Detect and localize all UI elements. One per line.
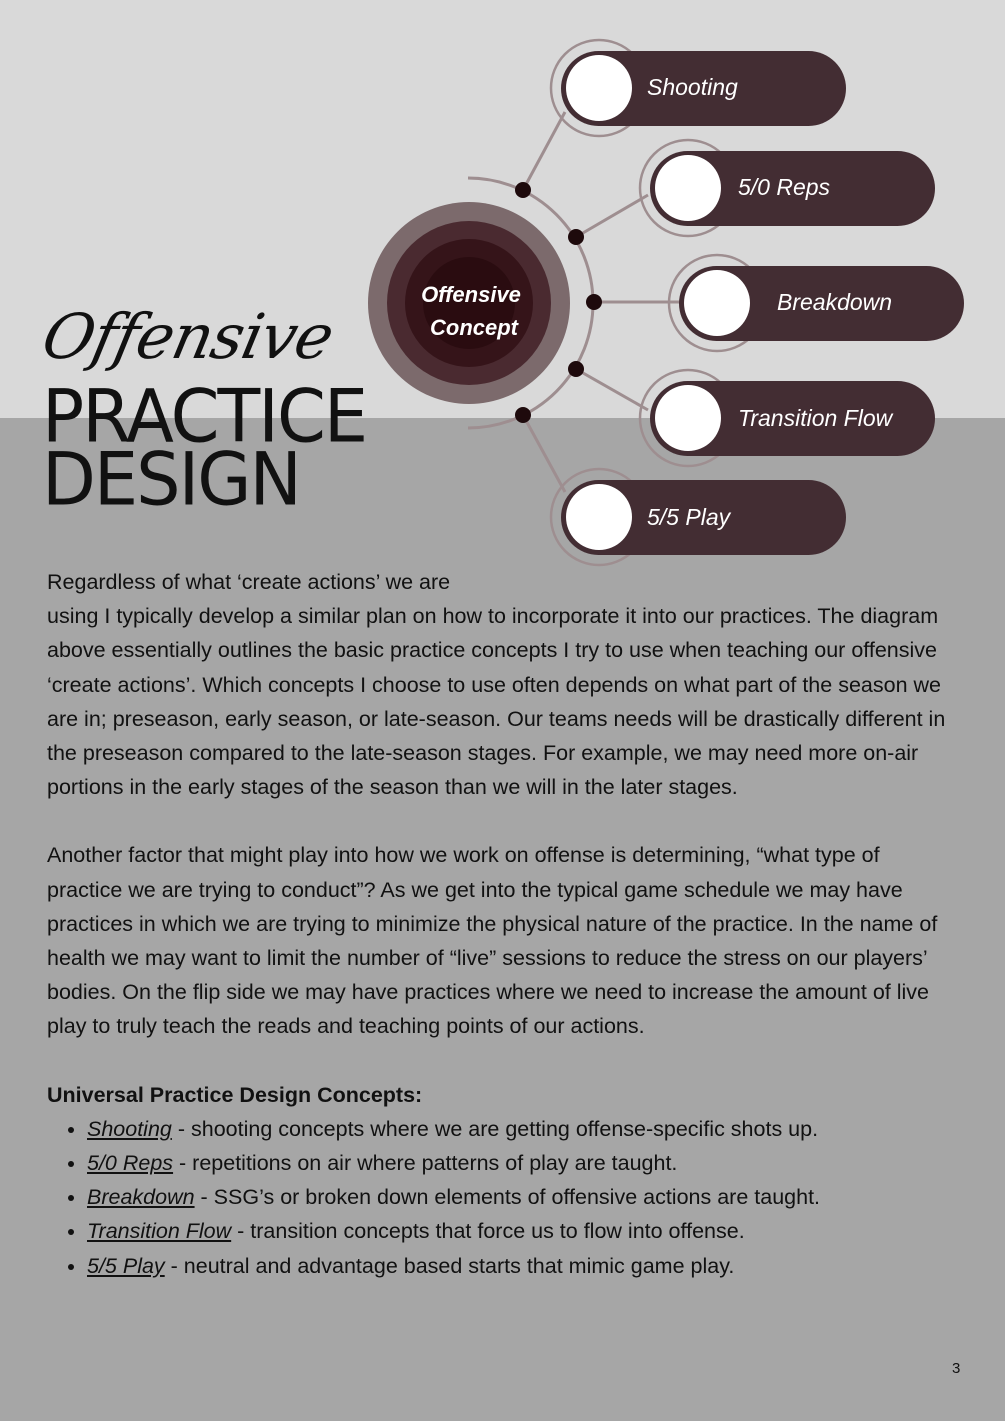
title-line-design: DESIGN [42, 436, 300, 523]
connector-55-play [523, 415, 565, 492]
pill-label-55-play: 5/5 Play [647, 504, 731, 530]
concept-pill-breakdown [669, 255, 964, 351]
concept-pill-transition-flow [640, 370, 935, 466]
paragraph-factor: Another factor that might play into how we work on offense is determining, “what type of practice we are trying to conduct”? As we get into the typical game schedule we may have practices in which we are trying to minimize the physical nature of the practice. In the name of health we may want to limit the number of “live” sessions to reduce the stress on our players’ bodies. On the flip side we may have practices where we need to increase the amount of live play to truly teach the reads and teaching points of our actions. [47, 843, 938, 1039]
pill-label-50-reps: 5/0 Reps [738, 174, 831, 200]
concept-desc: - transition concepts that force us to flow into offense. [231, 1219, 745, 1244]
concept-term-breakdown: Breakdown [87, 1185, 195, 1210]
concept-desc: - repetitions on air where patterns of play are taught. [173, 1151, 678, 1176]
center-label-line2: Concept [430, 315, 518, 340]
connector-dot [515, 407, 531, 423]
connector-transition-flow [576, 369, 648, 410]
paragraph-spacer [47, 1044, 952, 1078]
intro-rest: using I typically develop a similar plan on how to incorporate it into our practices. The diagram above essentially outlines the basic practice concepts I try to use when teaching our offensive ‘create actions’. Which concepts I choose to use often depends on what part of the season we are in; preseason, early season, or late-season. Our teams needs will be drastically different in the preseason compared to the late-season stages. For example, we may need more on-air portions in the early stages of the season than we will in the later stages. [47, 604, 946, 800]
list-item [87, 1249, 952, 1283]
pill-label-transition-flow: Transition Flow [738, 405, 893, 431]
pill-label-breakdown: Breakdown [777, 289, 893, 315]
intro-first-line: Regardless of what ‘create actions’ we are [47, 570, 451, 594]
title-script-offensive: Offensive [36, 300, 340, 373]
center-label-line1: Offensive [421, 282, 521, 307]
pill-label-shooting: Shooting [647, 74, 738, 100]
connector-dot [515, 182, 531, 198]
title-line-practice: PRACTICE [42, 373, 367, 460]
concept-pill-55-play [551, 469, 846, 565]
paragraph-intro [47, 565, 952, 804]
connector-dot [568, 361, 584, 377]
paragraph-spacer [47, 804, 952, 838]
concept-term-50-reps: 5/0 Reps [87, 1151, 174, 1176]
concept-term-transition-flow: Transition Flow [87, 1219, 232, 1244]
list-item [87, 1112, 952, 1146]
list-item [87, 1214, 952, 1248]
page-title [42, 373, 422, 523]
connector-dot [586, 294, 602, 310]
concept-term-55-play: 5/5 Play [87, 1253, 165, 1278]
connector-shooting [523, 112, 565, 190]
concept-desc: - SSG’s or broken down elements of offensive actions are taught. [194, 1185, 821, 1210]
concepts-heading: Universal Practice Design Concepts: [47, 1082, 423, 1107]
concepts-list [47, 1112, 952, 1283]
page-number: 3 [952, 1360, 961, 1377]
connector-50-reps [576, 195, 648, 237]
concept-pill-50-reps [640, 140, 935, 236]
concept-pill-shooting [551, 40, 846, 136]
concept-term-shooting: Shooting [87, 1116, 172, 1141]
connector-dot [568, 229, 584, 245]
list-item [87, 1146, 952, 1180]
concept-desc: - shooting concepts where we are getting offense-specific shots up. [171, 1116, 819, 1141]
center-concept-circle [368, 202, 570, 404]
body-text [47, 565, 952, 1283]
concept-desc: - neutral and advantage based starts that mimic game play. [164, 1253, 735, 1278]
list-item [87, 1180, 952, 1214]
